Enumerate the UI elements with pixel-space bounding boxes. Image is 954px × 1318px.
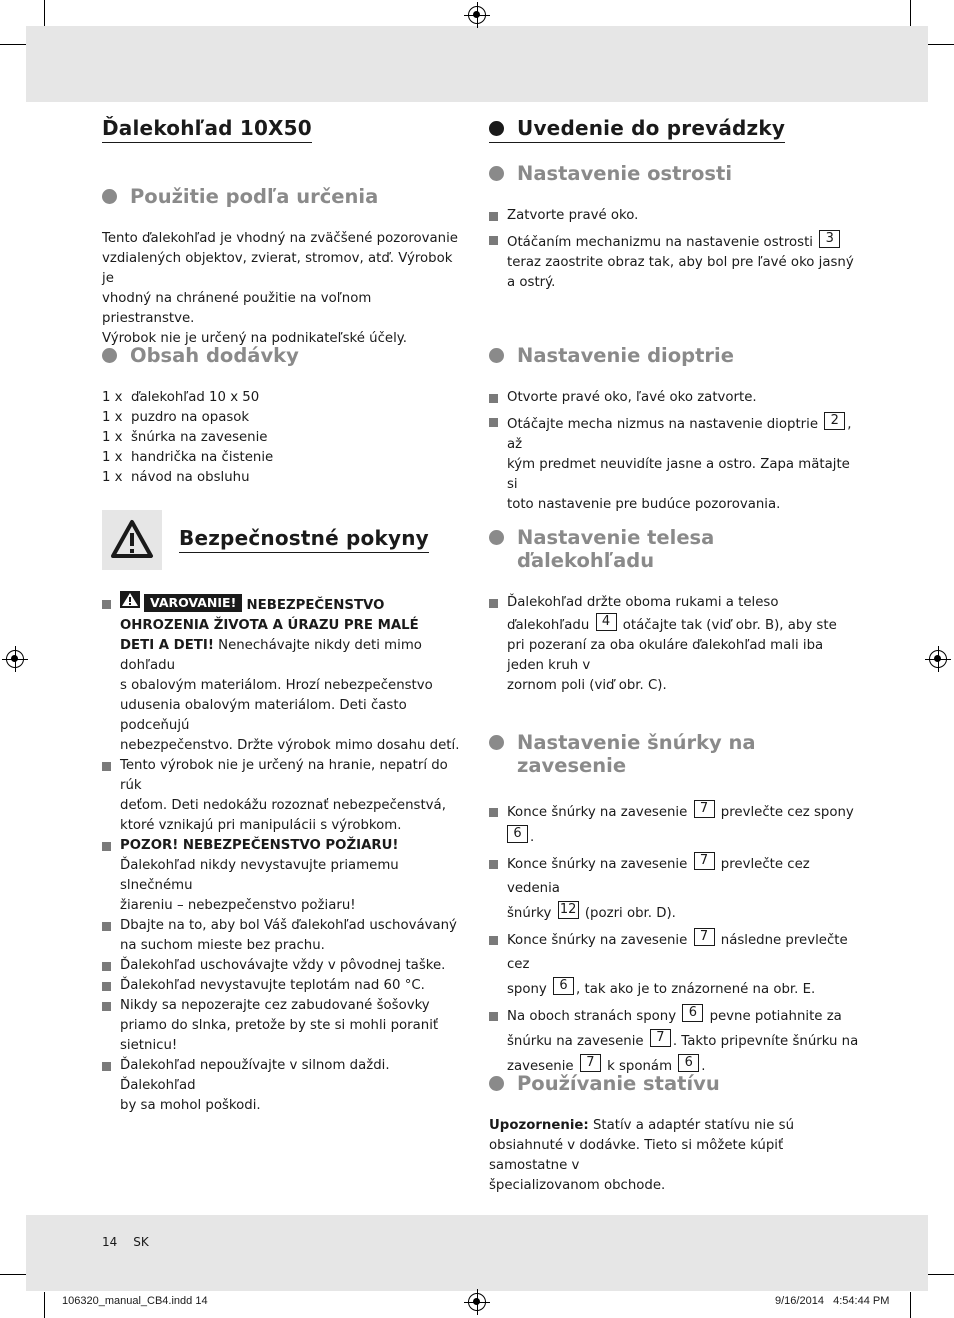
bullet-dot-icon: [489, 166, 504, 181]
heading-focus: Nastavenie ostrosti: [489, 162, 732, 185]
bullet-square-icon: [489, 808, 498, 817]
file-info: 106320_manual_CB4.indd 14: [62, 1295, 208, 1307]
bullet-square-icon: [489, 1012, 498, 1021]
heading-diopter: Nastavenie dioptrie: [489, 344, 734, 367]
bullet-square-icon: [102, 842, 111, 851]
footer-band: [26, 1215, 928, 1291]
delivery-list: [102, 388, 462, 488]
list-item: Otvorte pravé oko, ľavé oko zatvorte.: [489, 388, 859, 408]
page-title: Ďalekohľad 10X50: [102, 116, 312, 143]
registration-mark-icon: [468, 6, 486, 24]
heading-tripod: Používanie statívu: [489, 1072, 720, 1095]
bullet-dot-icon: [489, 348, 504, 363]
bullet-dot-icon: [102, 348, 117, 363]
ref-number-box: 7: [694, 928, 715, 946]
bullet-square-icon: [102, 982, 111, 991]
bullet-square-icon: [102, 762, 111, 771]
ref-number-box: 6: [553, 977, 574, 995]
bullet-square-icon: [489, 394, 498, 403]
warning-triangle-icon: [102, 510, 162, 570]
heading-operation: Uvedenie do prevádzky: [489, 116, 785, 143]
list-item: 1 x ďalekohľad 10 x 50: [102, 390, 260, 405]
bullet-dot-icon: [489, 530, 504, 545]
list-item: Otáčaním mechanizmu na nastavenie ostrosti 3 teraz zaostrite obraz tak, aby bol pre ľavé oko jasný a ostrý.: [489, 230, 859, 293]
ref-number-box: 7: [650, 1029, 671, 1047]
list-item: 1 x puzdro na opasok: [102, 410, 250, 425]
heading-delivery-contents: Obsah dodávky: [102, 344, 299, 367]
list-item: 1 x návod na obsluhu: [102, 470, 250, 485]
list-item: Dbajte na to, aby bol Váš ďalekohľad uschovávaný na suchom mieste bez prachu.: [102, 916, 468, 956]
ref-number-box: 12: [558, 901, 579, 919]
ref-number-box: 7: [694, 800, 715, 818]
registration-mark-icon: [6, 650, 24, 668]
heading-intended-use: Použitie podľa určenia: [102, 185, 378, 208]
print-timestamp: 9/16/2014 4:54:44 PM: [775, 1295, 890, 1307]
list-item: Konce šnúrky na zavesenie 7 následne prevlečte cez spony 6 , tak ako je to znázornené na obr. E.: [489, 928, 861, 1002]
warning-triangle-icon: [120, 591, 140, 608]
ref-number-box: 6: [507, 825, 528, 843]
list-item: Konce šnúrky na zavesenie 7 prevlečte cez spony 6 .: [489, 800, 861, 850]
ref-number-box: 3: [819, 230, 840, 248]
list-item: Ďalekohľad držte oboma rukami a teleso ďalekohľadu 4 otáčajte tak (viď obr. B), aby ste pri pozeraní za oba okuláre ďalekohľad mali iba jeden kruh v zornom poli (viď obr. C).: [489, 593, 859, 696]
body-adjust-list: [489, 593, 859, 696]
ref-number-box: 2: [824, 412, 845, 430]
bullet-square-icon: [489, 418, 498, 427]
bullet-square-icon: [489, 936, 498, 945]
registration-mark-icon: [929, 650, 947, 668]
list-item: Ďalekohľad nevystavujte teplotám nad 60 °C.: [102, 976, 468, 996]
focus-list: [489, 206, 859, 293]
bullet-dot-icon: [489, 735, 504, 750]
heading-strap: Nastavenie šnúrky na zavesenie: [489, 731, 756, 777]
list-item: Tento výrobok nie je určený na hranie, nepatrí do rúk deťom. Deti nedokážu rozoznať nebezpečenstvá, ktoré vznikajú pri manipulácii s výrobkom.: [102, 756, 468, 836]
list-item: Zatvorte pravé oko.: [489, 206, 859, 226]
bullet-square-icon: [102, 600, 111, 609]
bullet-square-icon: [489, 599, 498, 608]
bullet-square-icon: [102, 962, 111, 971]
list-item: Konce šnúrky na zavesenie 7 prevlečte cez vedenia šnúrky 12 (pozri obr. D).: [489, 852, 861, 926]
list-item: 1 x šnúrka na zavesenie: [102, 430, 268, 445]
list-item: Ďalekohľad uschovávajte vždy v pôvodnej taške.: [102, 956, 468, 976]
ref-number-box: 6: [678, 1054, 699, 1072]
list-item: Ďalekohľad nepoužívajte v silnom daždi. Ďalekohľad by sa mohol poškodi.: [102, 1056, 468, 1116]
ref-number-box: 6: [682, 1004, 703, 1022]
heading-safety: Bezpečnostné pokyny: [179, 526, 429, 553]
bullet-square-icon: [102, 1002, 111, 1011]
ref-number-box: 7: [694, 852, 715, 870]
ref-number-box: 7: [580, 1054, 601, 1072]
heading-body-adjust: Nastavenie telesa ďalekohľadu: [489, 526, 714, 572]
strap-list: [489, 800, 861, 1079]
list-item: Na oboch stranách spony 6 pevne potiahnite za šnúrku na zavesenie 7 . Takto pripevníte šnúrku na zavesenie 7 k sponám 6 .: [489, 1004, 861, 1079]
bullet-square-icon: [102, 1062, 111, 1071]
diopter-list: [489, 388, 859, 515]
bullet-dot-icon: [489, 121, 504, 136]
bullet-square-icon: [489, 236, 498, 245]
list-item: Nikdy sa nepozerajte cez zabudované šošovky priamo do slnka, pretože by ste si mohli poraniť sietnicu!: [102, 996, 468, 1056]
list-item: Otáčajte mecha nizmus na nastavenie dioptrie 2 , až kým predmet neuvidíte jasne a ostro. Zapa mätajte si toto nastavenie pre budúce pozorovania.: [489, 412, 859, 515]
tripod-note: Upozornenie: Statív a adaptér statívu nie sú obsiahnuté v dodávke. Tieto si môžete kúpiť samostatne v špecializovanom obchode.: [489, 1118, 795, 1193]
header-band: [26, 26, 928, 102]
bullet-dot-icon: [102, 189, 117, 204]
list-item: VAROVANIE! NEBEZPEČENSTVO OHROZENIA ŽIVOTA A ÚRAZU PRE MALÉ DETI A DETI! Nenechávajte nikdy deti mimo dohľadu s obalovým materiálom. Hrozí nebezpečenstvo udusenia obalovým materiálom. Deti často podceňujú nebezpečenstvo. Držte výrobok mimo dosahu detí.: [102, 591, 468, 756]
ref-number-box: 4: [596, 613, 617, 631]
warning-label-badge: VAROVANIE!: [144, 594, 242, 612]
registration-mark-icon: [468, 1293, 486, 1311]
list-item: 1 x handrička na čistenie: [102, 450, 274, 465]
list-item: POZOR! NEBEZPEČENSTVO POŽIARU! Ďalekohľad nikdy nevystavujte priamemu slnečnému žiareniu – nebezpečenstvo požiaru!: [102, 836, 468, 916]
bullet-square-icon: [489, 212, 498, 221]
safety-list: [102, 591, 468, 1116]
bullet-dot-icon: [489, 1076, 504, 1091]
bullet-square-icon: [102, 922, 111, 931]
warning-triangle-box: [102, 510, 162, 570]
page-number: 14 SK: [102, 1235, 149, 1249]
bullet-square-icon: [489, 860, 498, 869]
intended-use-text: Tento ďalekohľad je vhodný na zväčšené pozorovanie vzdialených objektov, zvierat, stromov, atď. Výrobok je vhodný na chránené použitie na voľnom priestranstve. Výrobok nie je určený na podnikateľské účely.: [102, 231, 458, 346]
